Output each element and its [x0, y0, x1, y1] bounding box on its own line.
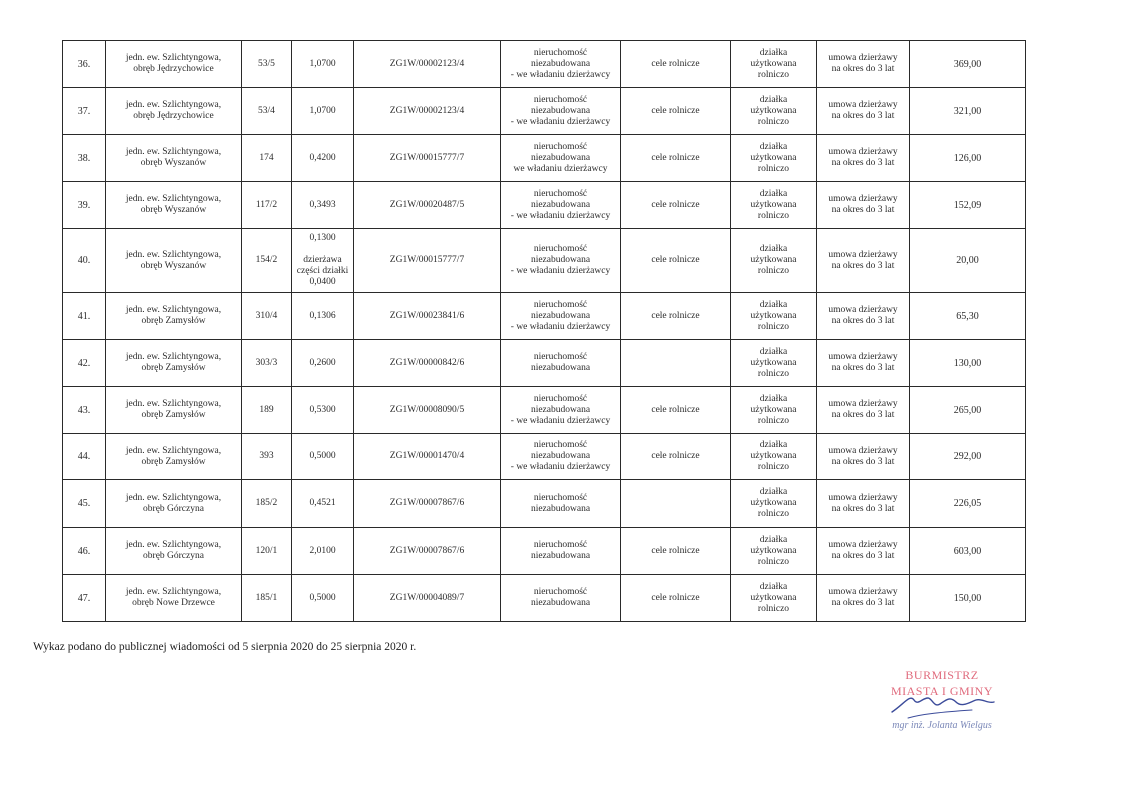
- usage-cell: działka użytkowana rolniczo: [731, 575, 817, 622]
- row-number: 39.: [63, 182, 106, 229]
- purpose-cell: cele rolnicze: [621, 229, 731, 293]
- location-cell: jedn. ew. Szlichtyngowa, obręb Jędrzychowice: [106, 41, 242, 88]
- row-number: 36.: [63, 41, 106, 88]
- location-cell: jedn. ew. Szlichtyngowa, obręb Zamysłów: [106, 434, 242, 480]
- property-cell: nieruchomość niezabudowana: [501, 480, 621, 528]
- land-register-cell: ZG1W/00007867/6: [354, 480, 501, 528]
- parcel-cell: 117/2: [242, 182, 292, 229]
- property-cell: nieruchomość niezabudowana we władaniu dzierżawcy: [501, 135, 621, 182]
- agreement-cell: umowa dzierżawy na okres do 3 lat: [817, 387, 910, 434]
- property-cell: nieruchomość niezabudowana: [501, 340, 621, 387]
- amount-cell: 603,00: [910, 528, 1026, 575]
- location-cell: jedn. ew. Szlichtyngowa, obręb Zamysłów: [106, 293, 242, 340]
- area-cell: 0,1300 dzierżawa części działki 0,0400: [292, 229, 354, 293]
- amount-cell: 130,00: [910, 340, 1026, 387]
- property-cell: nieruchomość niezabudowana: [501, 528, 621, 575]
- agreement-cell: umowa dzierżawy na okres do 3 lat: [817, 41, 910, 88]
- amount-cell: 292,00: [910, 434, 1026, 480]
- parcel-cell: 303/3: [242, 340, 292, 387]
- parcel-cell: 53/4: [242, 88, 292, 135]
- area-cell: 0,3493: [292, 182, 354, 229]
- parcel-cell: 154/2: [242, 229, 292, 293]
- purpose-cell: [621, 340, 731, 387]
- row-number: 37.: [63, 88, 106, 135]
- land-register-cell: ZG1W/00015777/7: [354, 229, 501, 293]
- area-cell: 0,4521: [292, 480, 354, 528]
- agreement-cell: umowa dzierżawy na okres do 3 lat: [817, 528, 910, 575]
- amount-cell: 265,00: [910, 387, 1026, 434]
- parcel-cell: 189: [242, 387, 292, 434]
- land-register-cell: ZG1W/00007867/6: [354, 528, 501, 575]
- location-cell: jedn. ew. Szlichtyngowa, obręb Wyszanów: [106, 182, 242, 229]
- land-register-cell: ZG1W/00020487/5: [354, 182, 501, 229]
- table-row: [63, 480, 1026, 528]
- location-cell: jedn. ew. Szlichtyngowa, obręb Zamysłów: [106, 340, 242, 387]
- purpose-cell: cele rolnicze: [621, 88, 731, 135]
- land-register-cell: ZG1W/00002123/4: [354, 88, 501, 135]
- usage-cell: działka użytkowana rolniczo: [731, 229, 817, 293]
- purpose-cell: cele rolnicze: [621, 135, 731, 182]
- land-register-cell: ZG1W/00004089/7: [354, 575, 501, 622]
- location-cell: jedn. ew. Szlichtyngowa, obręb Górczyna: [106, 480, 242, 528]
- agreement-cell: umowa dzierżawy na okres do 3 lat: [817, 480, 910, 528]
- amount-cell: 126,00: [910, 135, 1026, 182]
- row-number: 38.: [63, 135, 106, 182]
- location-cell: jedn. ew. Szlichtyngowa, obręb Górczyna: [106, 528, 242, 575]
- parcel-cell: 53/5: [242, 41, 292, 88]
- purpose-cell: cele rolnicze: [621, 575, 731, 622]
- parcel-cell: 185/1: [242, 575, 292, 622]
- row-number: 46.: [63, 528, 106, 575]
- row-number: 40.: [63, 229, 106, 293]
- location-cell: jedn. ew. Szlichtyngowa, obręb Jędrzychowice: [106, 88, 242, 135]
- parcel-cell: 120/1: [242, 528, 292, 575]
- location-cell: jedn. ew. Szlichtyngowa, obręb Wyszanów: [106, 229, 242, 293]
- usage-cell: działka użytkowana rolniczo: [731, 528, 817, 575]
- table-row: [63, 434, 1026, 480]
- signatory-name: mgr inż. Jolanta Wielgus: [892, 720, 992, 731]
- row-number: 44.: [63, 434, 106, 480]
- usage-cell: działka użytkowana rolniczo: [731, 434, 817, 480]
- table-row: [63, 135, 1026, 182]
- property-cell: nieruchomość niezabudowana - we władaniu dzierżawcy: [501, 88, 621, 135]
- agreement-cell: umowa dzierżawy na okres do 3 lat: [817, 135, 910, 182]
- usage-cell: działka użytkowana rolniczo: [731, 293, 817, 340]
- usage-cell: działka użytkowana rolniczo: [731, 88, 817, 135]
- purpose-cell: [621, 480, 731, 528]
- area-cell: 0,5000: [292, 575, 354, 622]
- table-row: [63, 229, 1026, 293]
- usage-cell: działka użytkowana rolniczo: [731, 340, 817, 387]
- purpose-cell: cele rolnicze: [621, 434, 731, 480]
- parcel-cell: 174: [242, 135, 292, 182]
- row-number: 42.: [63, 340, 106, 387]
- purpose-cell: cele rolnicze: [621, 41, 731, 88]
- property-cell: nieruchomość niezabudowana: [501, 575, 621, 622]
- table-row: [63, 528, 1026, 575]
- amount-cell: 369,00: [910, 41, 1026, 88]
- agreement-cell: umowa dzierżawy na okres do 3 lat: [817, 434, 910, 480]
- table-row: [63, 340, 1026, 387]
- publication-notice: Wykaz podano do publicznej wiadomości od 5 sierpnia 2020 do 25 sierpnia 2020 r.: [33, 641, 417, 653]
- location-cell: jedn. ew. Szlichtyngowa, obręb Nowe Drzewce: [106, 575, 242, 622]
- table-row: [63, 182, 1026, 229]
- agreement-cell: umowa dzierżawy na okres do 3 lat: [817, 182, 910, 229]
- usage-cell: działka użytkowana rolniczo: [731, 387, 817, 434]
- table-row: [63, 88, 1026, 135]
- mayor-stamp: [852, 668, 1032, 738]
- table-row: [63, 575, 1026, 622]
- agreement-cell: umowa dzierżawy na okres do 3 lat: [817, 293, 910, 340]
- amount-cell: 65,30: [910, 293, 1026, 340]
- amount-cell: 152,09: [910, 182, 1026, 229]
- amount-cell: 226,05: [910, 480, 1026, 528]
- land-register-cell: ZG1W/00023841/6: [354, 293, 501, 340]
- land-register-cell: ZG1W/00015777/7: [354, 135, 501, 182]
- agreement-cell: umowa dzierżawy na okres do 3 lat: [817, 229, 910, 293]
- table-row: [63, 293, 1026, 340]
- row-number: 47.: [63, 575, 106, 622]
- area-cell: 0,5000: [292, 434, 354, 480]
- location-cell: jedn. ew. Szlichtyngowa, obręb Wyszanów: [106, 135, 242, 182]
- stamp-subtitle: MIASTA I GMINY: [890, 684, 994, 698]
- amount-cell: 321,00: [910, 88, 1026, 135]
- table-row: [63, 41, 1026, 88]
- location-cell: jedn. ew. Szlichtyngowa, obręb Zamysłów: [106, 387, 242, 434]
- area-cell: 2,0100: [292, 528, 354, 575]
- area-cell: 0,4200: [292, 135, 354, 182]
- row-number: 43.: [63, 387, 106, 434]
- land-register-cell: ZG1W/00000842/6: [354, 340, 501, 387]
- property-cell: nieruchomość niezabudowana - we władaniu dzierżawcy: [501, 182, 621, 229]
- usage-cell: działka użytkowana rolniczo: [731, 182, 817, 229]
- property-cell: nieruchomość niezabudowana - we władaniu dzierżawcy: [501, 41, 621, 88]
- usage-cell: działka użytkowana rolniczo: [731, 480, 817, 528]
- usage-cell: działka użytkowana rolniczo: [731, 41, 817, 88]
- area-cell: 0,1306: [292, 293, 354, 340]
- amount-cell: 20,00: [910, 229, 1026, 293]
- property-cell: nieruchomość niezabudowana - we władaniu dzierżawcy: [501, 434, 621, 480]
- lease-table: [62, 40, 1026, 622]
- amount-cell: 150,00: [910, 575, 1026, 622]
- area-cell: 1,0700: [292, 88, 354, 135]
- area-cell: 0,2600: [292, 340, 354, 387]
- row-number: 45.: [63, 480, 106, 528]
- stamp-title: BURMISTRZ: [905, 668, 979, 682]
- land-register-cell: ZG1W/00002123/4: [354, 41, 501, 88]
- land-register-cell: ZG1W/00001470/4: [354, 434, 501, 480]
- property-cell: nieruchomość niezabudowana - we władaniu dzierżawcy: [501, 229, 621, 293]
- agreement-cell: umowa dzierżawy na okres do 3 lat: [817, 575, 910, 622]
- purpose-cell: cele rolnicze: [621, 528, 731, 575]
- parcel-cell: 310/4: [242, 293, 292, 340]
- parcel-cell: 393: [242, 434, 292, 480]
- purpose-cell: cele rolnicze: [621, 182, 731, 229]
- parcel-cell: 185/2: [242, 480, 292, 528]
- usage-cell: działka użytkowana rolniczo: [731, 135, 817, 182]
- table-row: [63, 387, 1026, 434]
- agreement-cell: umowa dzierżawy na okres do 3 lat: [817, 340, 910, 387]
- agreement-cell: umowa dzierżawy na okres do 3 lat: [817, 88, 910, 135]
- purpose-cell: cele rolnicze: [621, 387, 731, 434]
- property-cell: nieruchomość niezabudowana - we władaniu dzierżawcy: [501, 387, 621, 434]
- area-cell: 0,5300: [292, 387, 354, 434]
- land-register-cell: ZG1W/00008090/5: [354, 387, 501, 434]
- area-cell: 1,0700: [292, 41, 354, 88]
- purpose-cell: cele rolnicze: [621, 293, 731, 340]
- row-number: 41.: [63, 293, 106, 340]
- property-cell: nieruchomość niezabudowana - we władaniu dzierżawcy: [501, 293, 621, 340]
